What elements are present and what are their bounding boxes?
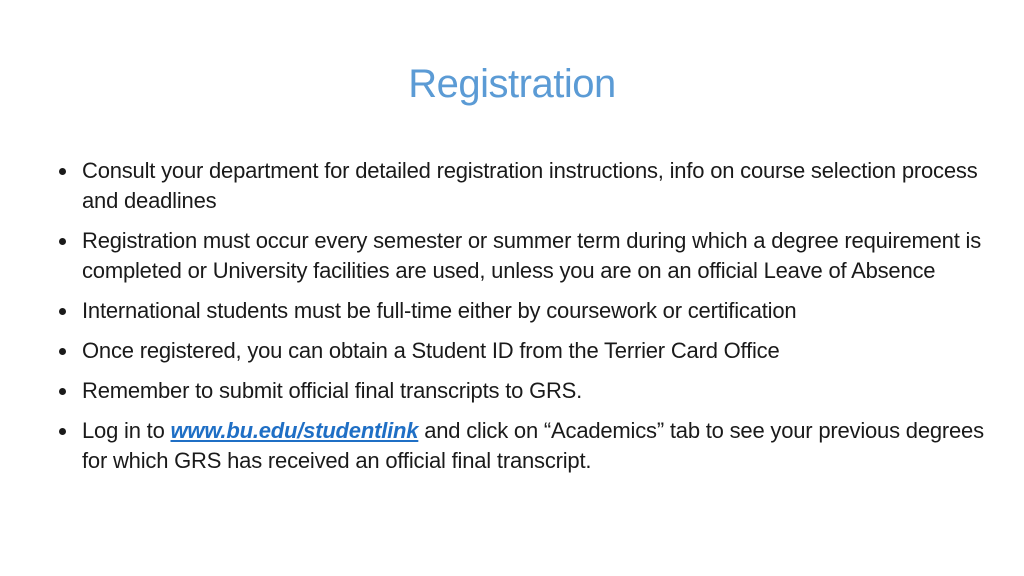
bullet-item: International students must be full-time either by coursework or certification [57, 296, 987, 326]
bullet-item: Remember to submit official final transcripts to GRS. [57, 376, 987, 406]
slide-title: Registration [408, 62, 616, 106]
studentlink-link[interactable]: www.bu.edu/studentlink [170, 418, 419, 443]
bullet-list [57, 156, 987, 486]
bullet-text-prefix: Log in to [82, 418, 171, 443]
bullet-item-studentlink [57, 416, 987, 476]
bullet-item: Once registered, you can obtain a Student ID from the Terrier Card Office [57, 336, 987, 366]
bullet-item: Registration must occur every semester or summer term during which a degree requirement is completed or University facilities are used, unless you are on an official Leave of Absence [57, 226, 987, 286]
bullet-item: Consult your department for detailed registration instructions, info on course selection process and deadlines [57, 156, 987, 216]
bullet-text-suffix: and click on “Academics” tab to see your previous degrees for which GRS has received an official final transcript. [82, 418, 984, 473]
